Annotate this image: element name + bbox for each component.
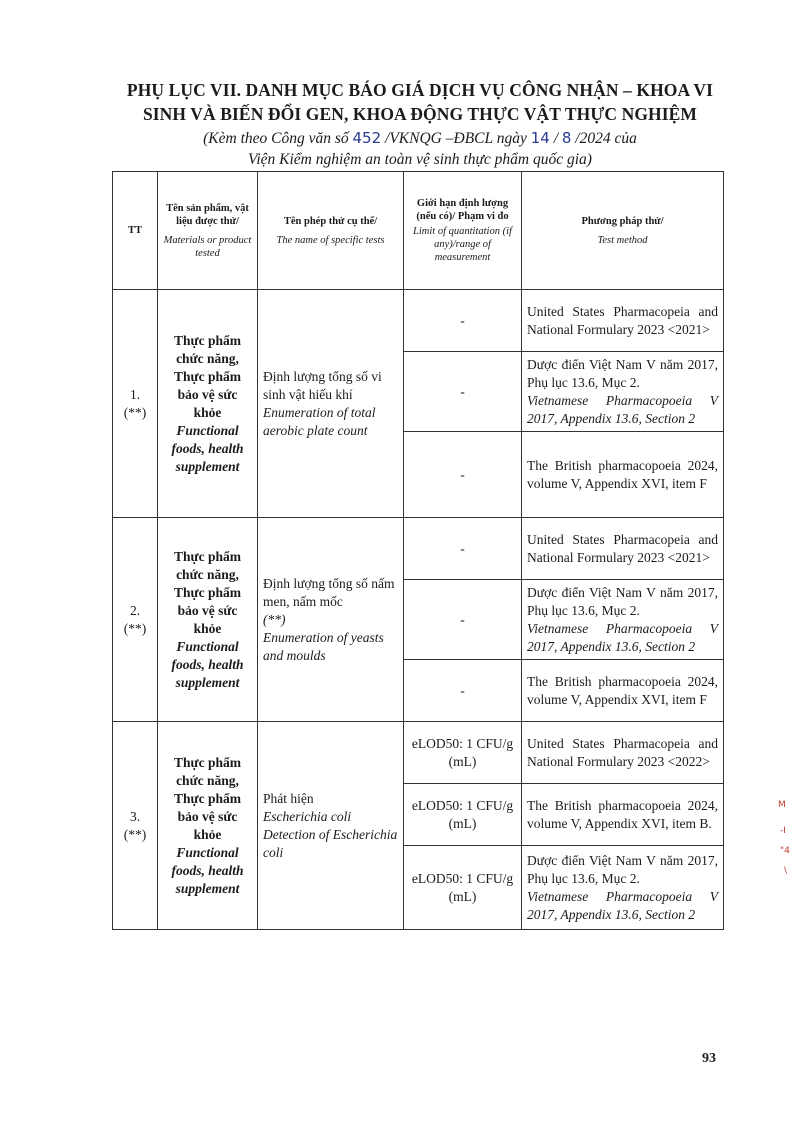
subtitle-agency: /VKNQG –ĐBCL ngày <box>385 130 527 147</box>
stamp-mark: \ <box>784 866 788 876</box>
limit-cell: - <box>404 580 522 660</box>
product-vi: Thực phẩm chức năng, Thực phẩm bảo vệ sức khỏe <box>174 754 241 842</box>
header-product <box>158 172 258 290</box>
product-vi: Thực phẩm chức năng, Thực phẩm bảo vệ sức khỏe <box>174 332 241 420</box>
method-vi: Dược điển Việt Nam V năm 2017, Phụ lục 13.6, Mục 2. <box>527 852 718 886</box>
test-vi: Định lượng tổng số vi sinh vật hiếu khí <box>263 368 382 402</box>
method-vi: The British pharmacopoeia 2024, volume V, Appendix XVI, item F <box>527 673 718 707</box>
header-limit <box>404 172 522 290</box>
test-vi: Phát hiện <box>263 790 314 806</box>
header-tt: TT <box>113 172 158 290</box>
row-note: (**) <box>123 620 147 636</box>
limit-cell: - <box>404 352 522 432</box>
header-test-en: The name of specific tests <box>276 234 385 246</box>
limit-cell: - <box>404 290 522 352</box>
method-en: Vietnamese Pharmacopoeia V 2017, Appendix 13.6, Section 2 <box>527 888 718 922</box>
header-limit-vi: Giới hạn định lượng (nếu có)/ Phạm vi đo <box>416 198 509 222</box>
table-header-row <box>113 172 724 290</box>
header-test <box>258 172 404 290</box>
row-2-test <box>258 518 404 722</box>
date-separator: / <box>553 130 558 147</box>
table-row <box>113 518 724 580</box>
limit-cell: - <box>404 518 522 580</box>
header-limit-en: Limit of quantitation (if any)/range of measurement <box>413 226 512 263</box>
test-en: Enumeration of yeasts and moulds <box>263 629 384 663</box>
title-line-1: PHỤ LỤC VII. DANH MỤC BÁO GIÁ DỊCH VỤ CÔNG NHẬN – KHOA VI <box>126 80 714 100</box>
method-vi: United States Pharmacopeia and National Formulary 2023 <2022> <box>527 735 718 769</box>
method-vi: The British pharmacopoeia 2024, volume V, Appendix XVI, item B. <box>527 797 718 831</box>
row-number: 3. <box>129 808 141 824</box>
method-cell <box>522 290 724 352</box>
method-vi: United States Pharmacopeia and National Formulary 2023 <2021> <box>527 531 718 565</box>
table-row <box>113 722 724 784</box>
test-en: Escherichia coli Detection of Escherichia coli <box>263 808 398 860</box>
product-en: Functional foods, health supplement <box>171 422 244 474</box>
header-test-vi: Tên phép thử cụ thể/ <box>283 215 378 227</box>
test-note: (**) <box>263 611 286 627</box>
method-vi: United States Pharmacopeia and National Formulary 2023 <2021> <box>527 303 718 337</box>
row-note: (**) <box>123 404 147 420</box>
limit-cell: - <box>404 432 522 518</box>
limit-cell: eLOD50: 1 CFU/g (mL) <box>404 722 522 784</box>
page-number: 93 <box>702 1051 716 1066</box>
method-en: Vietnamese Pharmacopoeia V 2017, Appendix 13.6, Section 2 <box>527 392 718 426</box>
header-product-en: Materials or product tested <box>163 234 252 259</box>
stamp-mark: -I <box>780 826 786 836</box>
subtitle-year: /2024 của <box>575 130 637 147</box>
subtitle-prefix: (Kèm theo Công văn số <box>203 130 349 147</box>
row-1-product <box>158 290 258 518</box>
header-method-vi: Phương pháp thử/ <box>581 215 664 227</box>
service-table <box>112 171 724 930</box>
method-cell <box>522 432 724 518</box>
method-vi: Dược điển Việt Nam V năm 2017, Phụ lục 13.6, Mục 2. <box>527 584 718 618</box>
handwritten-month: 8 <box>561 129 572 147</box>
row-note: (**) <box>123 826 147 842</box>
limit-cell: eLOD50: 1 CFU/g (mL) <box>404 784 522 846</box>
method-cell <box>522 846 724 930</box>
stamp-mark: M <box>778 800 786 810</box>
row-number: 1. <box>129 386 141 402</box>
handwritten-day: 14 <box>530 129 550 147</box>
row-3-tt <box>113 722 158 930</box>
table-row <box>113 290 724 352</box>
method-vi: The British pharmacopoeia 2024, volume V, Appendix XVI, item F <box>527 457 718 491</box>
row-3-product <box>158 722 258 930</box>
handwritten-doc-number: 452 <box>352 129 382 147</box>
method-cell <box>522 518 724 580</box>
method-en: Vietnamese Pharmacopoeia V 2017, Appendix 13.6, Section 2 <box>527 620 718 654</box>
method-cell <box>522 660 724 722</box>
header-product-vi: Tên sản phẩm, vật liệu được thử/ <box>166 202 249 227</box>
limit-cell: eLOD50: 1 CFU/g (mL) <box>404 846 522 930</box>
product-vi: Thực phẩm chức năng, Thực phẩm bảo vệ sức khỏe <box>174 548 241 636</box>
method-vi: Dược điển Việt Nam V năm 2017, Phụ lục 13.6, Mục 2. <box>527 356 718 390</box>
method-cell <box>522 352 724 432</box>
product-en: Functional foods, health supplement <box>171 638 244 690</box>
row-number: 2. <box>129 602 141 618</box>
header-method-en: Test method <box>597 234 648 246</box>
row-2-product <box>158 518 258 722</box>
subtitle-line-2: Viện Kiểm nghiệm an toàn vệ sinh thực phẩm quốc gia) <box>248 151 592 168</box>
method-cell <box>522 784 724 846</box>
row-2-tt <box>113 518 158 722</box>
method-cell <box>522 722 724 784</box>
page-subtitle <box>100 128 740 170</box>
row-3-test <box>258 722 404 930</box>
method-cell <box>522 580 724 660</box>
test-vi: Định lượng tổng số nấm men, nấm mốc <box>263 575 395 609</box>
subtitle-line-1 <box>100 128 740 149</box>
title-line-2: SINH VÀ BIẾN ĐỔI GEN, KHOA ĐỘNG THỰC VẬT THỰC NGHIỆM <box>142 104 698 124</box>
test-en: Enumeration of total aerobic plate count <box>263 404 376 438</box>
product-en: Functional foods, health supplement <box>171 844 244 896</box>
limit-cell: - <box>404 660 522 722</box>
stamp-mark: "4 <box>780 846 790 856</box>
row-1-test <box>258 290 404 518</box>
row-1-tt <box>113 290 158 518</box>
header-method <box>522 172 724 290</box>
page-title <box>100 78 740 126</box>
